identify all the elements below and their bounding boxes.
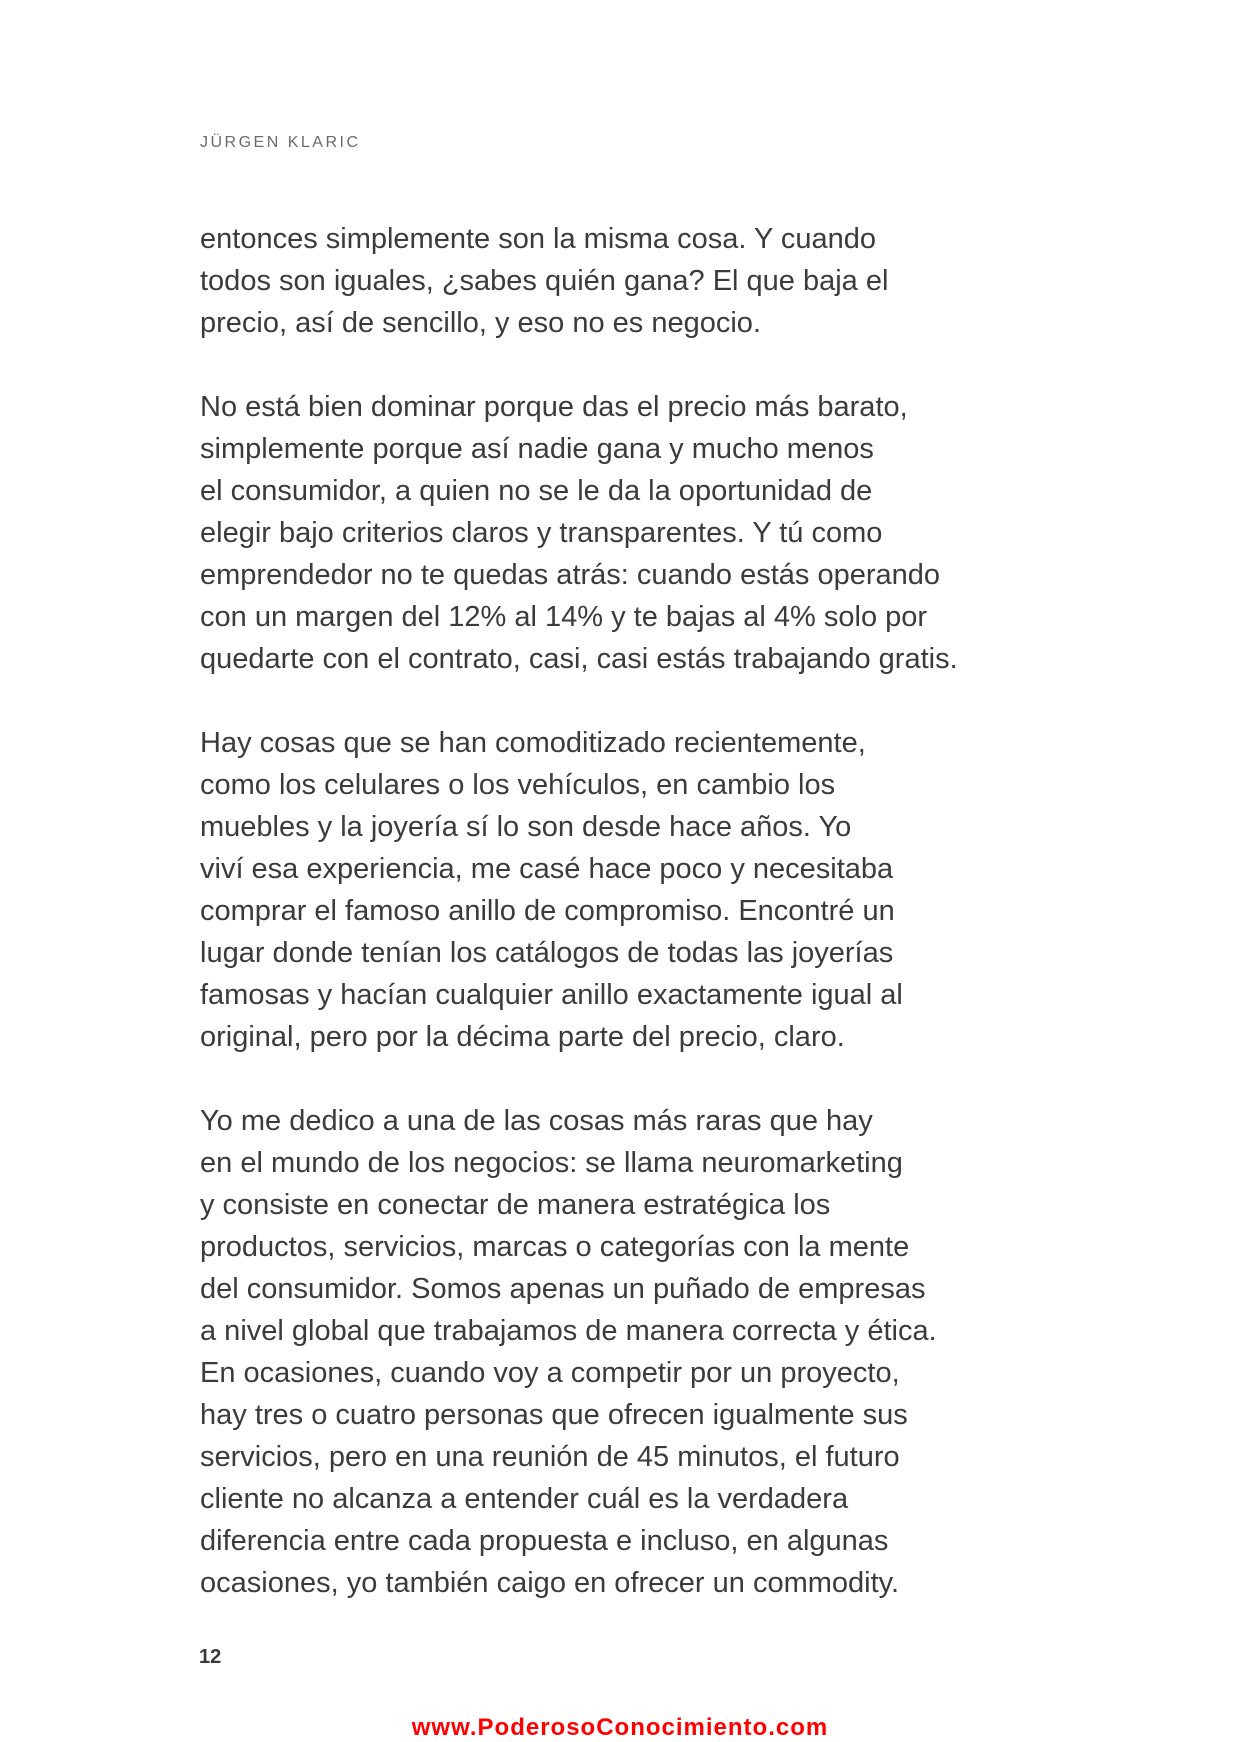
text-line: del consumidor. Somos apenas un puñado de empresas (200, 1273, 926, 1305)
text-line: comprar el famoso anillo de compromiso. Encontré un (200, 895, 895, 927)
text-line: todos son iguales, ¿sabes quién gana? El que baja el (200, 265, 889, 297)
paragraph (200, 1100, 1030, 1604)
text-line: En ocasiones, cuando voy a competir por un proyecto, (200, 1357, 900, 1389)
text-body (200, 218, 1030, 1646)
text-line: lugar donde tenían los catálogos de todas las joyerías (200, 937, 894, 969)
text-line: productos, servicios, marcas o categorías con la mente (200, 1231, 910, 1263)
paragraph (200, 386, 1030, 680)
website-watermark-link[interactable]: www.PoderosoConocimiento.com (411, 1714, 829, 1741)
text-line: como los celulares o los vehículos, en cambio los (200, 769, 836, 801)
text-line: y consiste en conectar de manera estratégica los (200, 1189, 831, 1221)
text-line: quedarte con el contrato, casi, casi estás trabajando gratis. (200, 643, 958, 675)
text-line: famosas y hacían cualquier anillo exactamente igual al (200, 979, 903, 1011)
paragraph (200, 218, 1030, 344)
page-number: 12 (199, 1646, 222, 1668)
text-line: Hay cosas que se han comoditizado recientemente, (200, 727, 866, 759)
text-line: diferencia entre cada propuesta e incluso, en algunas (200, 1525, 889, 1557)
text-line: original, pero por la décima parte del precio, claro. (200, 1021, 845, 1053)
text-line: precio, así de sencillo, y eso no es negocio. (200, 307, 761, 339)
text-line: elegir bajo criterios claros y transparentes. Y tú como (200, 517, 883, 549)
text-line: No está bien dominar porque das el precio más barato, (200, 391, 908, 423)
text-line: ocasiones, yo también caigo en ofrecer un commodity. (200, 1567, 900, 1599)
text-line: hay tres o cuatro personas que ofrecen igualmente sus (200, 1399, 908, 1431)
text-line: Yo me dedico a una de las cosas más raras que hay (200, 1105, 873, 1137)
text-line: servicios, pero en una reunión de 45 minutos, el futuro (200, 1441, 900, 1473)
text-line: entonces simplemente son la misma cosa. Y cuando (200, 223, 876, 255)
text-line: con un margen del 12% al 14% y te bajas al 4% solo por (200, 601, 928, 633)
text-line: cliente no alcanza a entender cuál es la verdadera (200, 1483, 849, 1515)
text-line: en el mundo de los negocios: se llama neuromarketing (200, 1147, 903, 1179)
text-line: muebles y la joyería sí lo son desde hace años. Yo (200, 811, 852, 843)
text-line: viví esa experiencia, me casé hace poco y necesitaba (200, 853, 894, 885)
running-header: JÜRGEN KLARIC (200, 134, 361, 151)
text-line: el consumidor, a quien no se le da la oportunidad de (200, 475, 873, 507)
text-line: emprendedor no te quedas atrás: cuando estás operando (200, 559, 941, 591)
paragraph (200, 722, 1030, 1058)
text-line: simplemente porque así nadie gana y mucho menos (200, 433, 874, 465)
text-line: a nivel global que trabajamos de manera correcta y ética. (200, 1315, 937, 1347)
